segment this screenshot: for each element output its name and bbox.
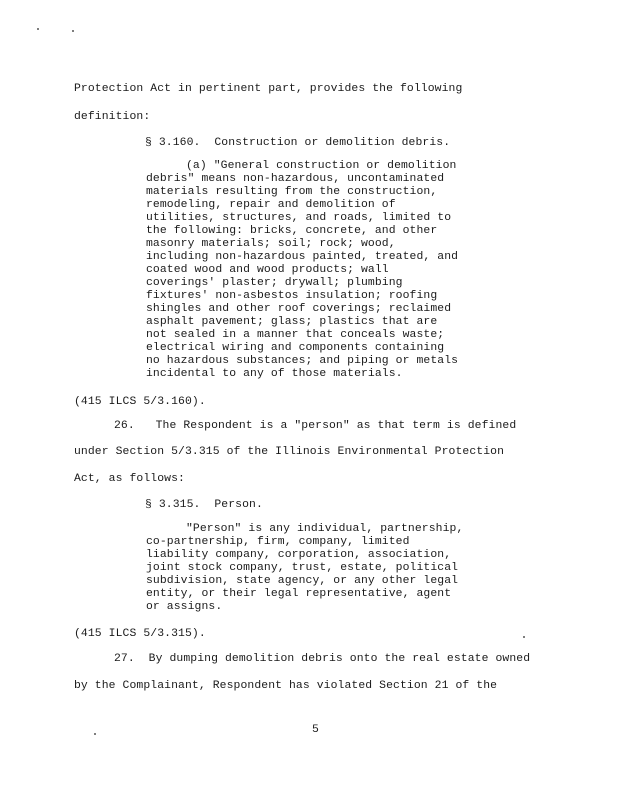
section-160-line: electrical wiring and components containing (146, 342, 445, 354)
section-160-line: coverings' plaster; drywall; plumbing (146, 277, 403, 289)
section-160-line: not sealed in a manner that conceals waste; (146, 329, 445, 341)
paragraph-26-line: 26. The Respondent is a "person" as that term is defined (114, 420, 517, 432)
section-160-citation: (415 ILCS 5/3.160). (74, 396, 206, 408)
section-315-line: or assigns. (146, 601, 223, 613)
paragraph-27-line: by the Complainant, Respondent has violated Section 21 of the (74, 680, 498, 692)
scan-speck (72, 30, 74, 32)
section-315-line: "Person" is any individual, partnership, (186, 523, 464, 535)
paragraph-26-line: under Section 5/3.315 of the Illinois Environmental Protection (74, 446, 505, 458)
section-160-line: fixtures' non-asbestos insulation; roofing (146, 290, 438, 302)
section-160-line: shingles and other roof coverings; reclaimed (146, 303, 452, 315)
section-160-line: no hazardous substances; and piping or metals (146, 355, 459, 367)
section-315-line: liability company, corporation, association, (146, 549, 452, 561)
paragraph-26-line: Act, as follows: (74, 473, 185, 485)
scan-speck (94, 733, 96, 735)
scan-speck (523, 636, 525, 638)
section-160-line: the following: bricks, concrete, and other (146, 225, 438, 237)
section-315-line: co-partnership, firm, company, limited (146, 536, 410, 548)
section-160-line: remodeling, repair and demolition of (146, 199, 396, 211)
section-315-line: entity, or their legal representative, agent (146, 588, 452, 600)
intro-line: definition: (74, 111, 151, 123)
section-160-line: asphalt pavement; glass; plastics that are (146, 316, 438, 328)
page-number: 5 (312, 724, 319, 736)
section-160-line: incidental to any of those materials. (146, 368, 403, 380)
section-160-line: coated wood and wood products; wall (146, 264, 389, 276)
section-160-line: materials resulting from the construction, (146, 186, 438, 198)
section-315-line: subdivision, state agency, or any other legal (146, 575, 459, 587)
section-160-line: masonry materials; soil; rock; wood, (146, 238, 396, 250)
intro-line: Protection Act in pertinent part, provides the following (74, 83, 463, 95)
scan-speck (37, 28, 39, 30)
section-315-line: joint stock company, trust, estate, political (146, 562, 459, 574)
section-160-line: utilities, structures, and roads, limited to (146, 212, 452, 224)
section-160-line: including non-hazardous painted, treated, and (146, 251, 459, 263)
section-160-heading: § 3.160. Construction or demolition debris. (145, 137, 451, 149)
section-315-citation: (415 ILCS 5/3.315). (74, 628, 206, 640)
section-315-heading: § 3.315. Person. (145, 499, 263, 511)
section-160-line: debris" means non-hazardous, uncontaminated (146, 173, 445, 185)
section-160-line: (a) "General construction or demolition (186, 160, 457, 172)
paragraph-27-line: 27. By dumping demolition debris onto the real estate owned (114, 653, 531, 665)
